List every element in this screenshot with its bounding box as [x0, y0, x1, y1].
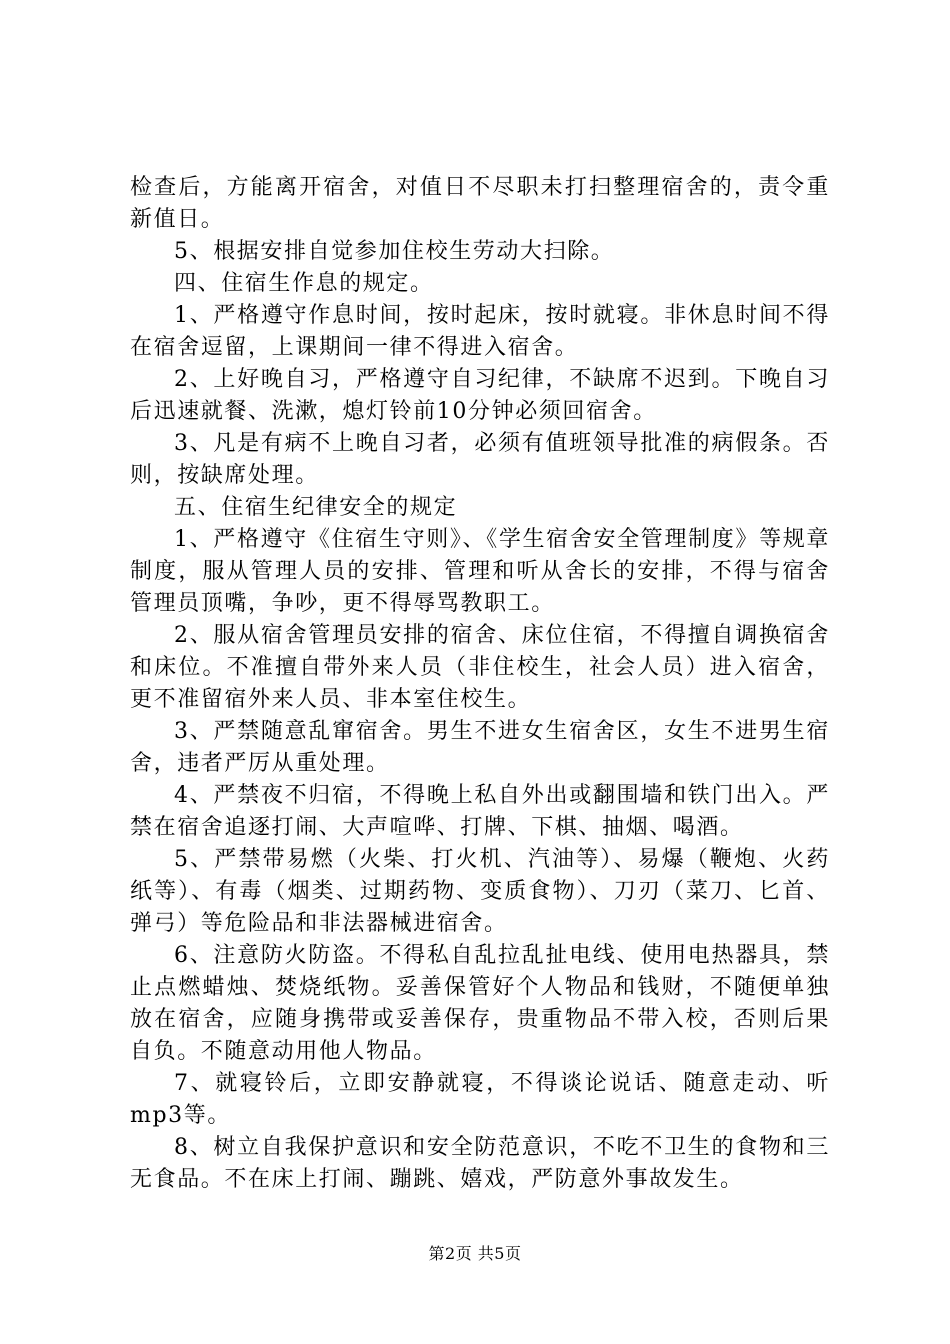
paragraph: 4、严禁夜不归宿，不得晚上私自外出或翻围墙和铁门出入。严禁在宿舍追逐打闹、大声喧哗、打牌、下棋、抽烟、喝酒。	[130, 783, 830, 840]
paragraph: 5、严禁带易燃（火柴、打火机、汽油等）、易爆（鞭炮、火药纸等）、有毒（烟类、过期药物、变质食物）、刀刃（菜刀、匕首、弹弓）等危险品和非法器械进宿舍。	[130, 847, 830, 936]
paragraph: 3、严禁随意乱窜宿舍。男生不进女生宿舍区，女生不进男生宿舍，违者严厉从重处理。	[130, 719, 830, 776]
page-number-footer: 第2页 共5页	[428, 1244, 522, 1263]
paragraph: 6、注意防火防盗。不得私自乱拉乱扯电线、使用电热器具，禁止点燃蜡烛、焚烧纸物。妥善保管好个人物品和钱财，不随便单独放在宿舍，应随身携带或妥善保存，贵重物品不带入校，否则后果自负。不随意动用他人物品。	[130, 943, 830, 1064]
paragraph: 1、严格遵守作息时间，按时起床，按时就寝。非休息时间不得在宿舍逗留，上课期间一律不得进入宿舍。	[130, 303, 830, 360]
paragraph: 检查后，方能离开宿舍，对值日不尽职未打扫整理宿舍的，责令重新值日。	[130, 175, 830, 232]
paragraph: 2、服从宿舍管理员安排的宿舍、床位住宿，不得擅自调换宿舍和床位。不准擅自带外来人员（非住校生，社会人员）进入宿舍，更不准留宿外来人员、非本室住校生。	[130, 623, 830, 712]
paragraph: 1、严格遵守《住宿生守则》、《学生宿舍安全管理制度》等规章制度，服从管理人员的安排、管理和听从舍长的安排，不得与宿舍管理员顶嘴，争吵，更不得辱骂教职工。	[130, 527, 830, 616]
paragraph: 8、树立自我保护意识和安全防范意识，不吃不卫生的食物和三无食品。不在床上打闹、蹦跳、嬉戏，严防意外事故发生。	[130, 1135, 830, 1192]
paragraph: 2、上好晚自习，严格遵守自习纪律，不缺席不迟到。下晚自习后迅速就餐、洗漱，熄灯铃前10分钟必须回宿舍。	[130, 367, 830, 424]
paragraph: 5、根据安排自觉参加住校生劳动大扫除。	[174, 239, 615, 264]
section-heading: 四、住宿生作息的规定。	[174, 271, 434, 296]
section-heading: 五、住宿生纪律安全的规定	[174, 495, 458, 520]
document-body	[130, 172, 830, 1196]
paragraph: 3、凡是有病不上晚自习者，必须有值班领导批准的病假条。否则，按缺席处理。	[130, 431, 830, 488]
paragraph: 7、就寝铃后，立即安静就寝，不得谈论说话、随意走动、听mp3等。	[130, 1071, 830, 1128]
